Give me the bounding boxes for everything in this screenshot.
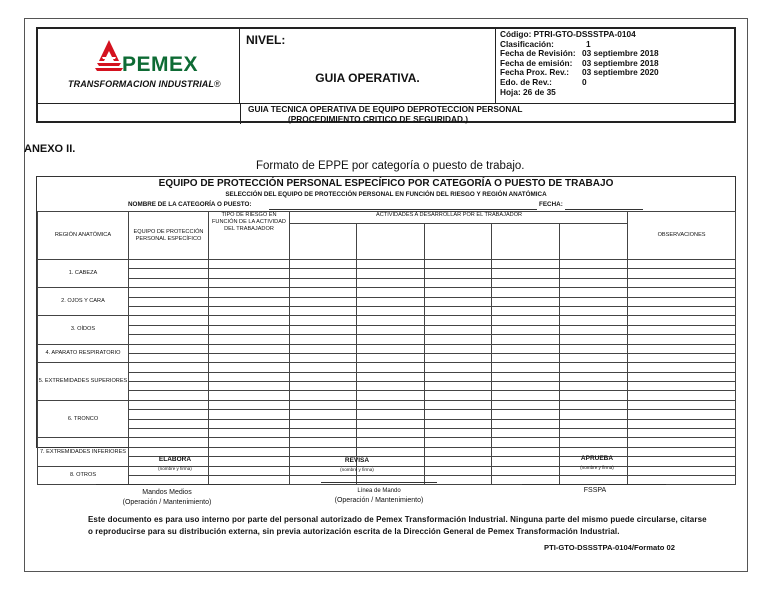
region-row [38,297,736,306]
region-row [38,438,736,447]
form-cell[interactable] [290,278,357,287]
form-cell[interactable] [425,400,492,409]
nombre-categoria-field[interactable] [269,209,537,210]
fecha-emision-value: 03 septiembre 2018 [582,57,659,68]
form-cell[interactable] [129,400,209,409]
form-cell[interactable] [425,410,492,419]
form-cell[interactable] [290,391,357,400]
form-cell[interactable] [492,353,560,362]
form-cell[interactable] [357,363,425,372]
form-cell[interactable] [425,466,492,475]
formato-title: Formato de EPPE por categoría o puesto de trabajo. [256,160,525,172]
form-cell[interactable] [560,335,628,344]
form-cell[interactable] [425,316,492,325]
region-label: 7. EXTREMIDADES INFERIORES [38,438,129,466]
form-cell[interactable] [560,363,628,372]
form-cell[interactable] [357,335,425,344]
anexo-label: ANEXO II. [24,143,76,155]
guia-tecnica-row [38,103,734,123]
form-cell[interactable] [290,306,357,315]
form-cell[interactable] [492,260,560,269]
form-cell[interactable] [560,306,628,315]
form-cell[interactable] [290,382,357,391]
brand-name: PEMEX [122,53,199,76]
form-cell[interactable] [357,344,425,353]
region-label: 5. EXTREMIDADES SUPERIORES [38,363,129,401]
form-cell[interactable] [492,400,560,409]
fecha-field[interactable] [565,209,643,210]
region-label: 2. OJOS Y CARA [38,288,129,316]
form-cell[interactable] [628,410,736,419]
form-cell[interactable] [290,447,357,456]
form-cell[interactable] [628,391,736,400]
aprueba-block [542,455,652,470]
form-cell[interactable] [357,391,425,400]
form-cell[interactable] [290,372,357,381]
edo-rev-value: 0 [582,76,587,87]
form-cell[interactable] [290,475,357,484]
form-cell[interactable] [129,288,209,297]
form-cell[interactable] [357,278,425,287]
form-cell[interactable] [492,372,560,381]
pemex-logo-icon [94,39,124,73]
form-cell[interactable] [129,410,209,419]
subsidiary-name: TRANSFORMACION INDUSTRIAL® [68,79,221,89]
form-cell[interactable] [560,400,628,409]
observaciones-header: OBSERVACIONES [628,212,736,260]
hoja: Hoja: 26 de 35 [500,86,556,97]
form-cell[interactable] [628,306,736,315]
fsspa-block [520,486,670,496]
form-cell[interactable] [209,429,290,438]
actividad-col-3[interactable] [425,224,492,260]
form-cell[interactable] [425,419,492,428]
revisa-label: REVISA [344,457,370,464]
form-cell[interactable] [129,382,209,391]
form-cell[interactable] [628,297,736,306]
form-cell[interactable] [129,306,209,315]
form-cell[interactable] [129,438,209,447]
form-cell[interactable] [209,306,290,315]
form-cell[interactable] [357,372,425,381]
form-cell[interactable] [628,372,736,381]
fecha-prox-value: 03 septiembre 2020 [582,67,659,78]
form-cell[interactable] [129,353,209,362]
region-row [38,316,736,325]
form-cell[interactable] [425,363,492,372]
actividad-col-4[interactable] [492,224,560,260]
form-cell[interactable] [290,429,357,438]
equipo-header: EQUIPO DE PROTECCIÓN PERSONAL ESPECÍFICO [129,212,209,260]
document-title: GUIA OPERATIVA. [315,71,420,85]
aprueba-label: APRUEBA [580,455,614,462]
form-cell[interactable] [290,400,357,409]
form-cell[interactable] [209,325,290,334]
region-row [38,260,736,269]
region-row [38,391,736,400]
form-cell[interactable] [560,382,628,391]
form-cell[interactable] [560,269,628,278]
form-cell[interactable] [209,278,290,287]
region-row [38,429,736,438]
form-cell[interactable] [628,335,736,344]
nivel-cell [240,29,496,103]
form-subtitle: SELECCIÓN DEL EQUIPO DE PROTECCIÓN PERSONAL EN FUNCIÓN DEL RIESGO Y REGIÓN ANATÓMICA [225,191,547,198]
form-cell[interactable] [492,297,560,306]
form-cell[interactable] [560,278,628,287]
form-cell[interactable] [560,429,628,438]
linea-label: Línea de Mando [357,488,401,494]
revisa-signature-line[interactable] [321,482,437,483]
form-cell[interactable] [290,269,357,278]
footer-format-code: PTI-GTO-DSSSTPA-0104/Formato 02 [544,543,675,552]
form-cell[interactable] [209,382,290,391]
form-cell[interactable] [425,278,492,287]
region-label: 1. CABEZA [38,260,129,288]
form-cell[interactable] [290,410,357,419]
aprueba-nombre-firma: (nombre y firma) [580,465,614,470]
region-row [38,410,736,419]
form-cell[interactable] [425,297,492,306]
form-cell[interactable] [209,410,290,419]
form-cell[interactable] [209,260,290,269]
form-cell[interactable] [357,419,425,428]
region-label: 4. APARATO RESPIRATORIO [38,344,129,363]
document-code-cell [496,29,734,103]
form-cell[interactable] [129,429,209,438]
form-cell[interactable] [560,391,628,400]
form-cell[interactable] [425,438,492,447]
region-row [38,400,736,409]
form-cell[interactable] [628,325,736,334]
form-cell[interactable] [290,438,357,447]
form-cell[interactable] [209,297,290,306]
form-cell[interactable] [129,335,209,344]
actividad-col-2[interactable] [357,224,425,260]
form-cell[interactable] [492,316,560,325]
form-cell[interactable] [290,363,357,372]
edo-rev-label: Edo. de Rev.: [500,76,552,87]
form-cell[interactable] [628,419,736,428]
form-cell[interactable] [560,419,628,428]
form-cell[interactable] [560,344,628,353]
form-cell[interactable] [492,363,560,372]
region-row [38,278,736,287]
form-cell[interactable] [425,344,492,353]
form-cell[interactable] [425,457,492,466]
revisa-nombre-firma: (nombre y firma) [340,467,374,472]
form-cell[interactable] [425,382,492,391]
nombre-categoria-label: NOMBRE DE LA CATEGORÍA O PUESTO: [128,201,252,208]
region-row [38,306,736,315]
form-cell[interactable] [425,260,492,269]
region-row [38,269,736,278]
form-cell[interactable] [290,297,357,306]
form-cell[interactable] [357,306,425,315]
form-cell[interactable] [209,400,290,409]
form-cell[interactable] [425,325,492,334]
form-cell[interactable] [209,335,290,344]
form-cell[interactable] [129,363,209,372]
form-cell[interactable] [628,288,736,297]
form-cell[interactable] [357,269,425,278]
mandos-label: Mandos Medios [142,489,192,496]
form-cell[interactable] [492,288,560,297]
region-row [38,288,736,297]
form-cell[interactable] [425,475,492,484]
mandos-sub: (Operación / Mantenimiento) [122,499,212,506]
form-cell[interactable] [492,429,560,438]
form-cell[interactable] [129,344,209,353]
form-cell[interactable] [357,288,425,297]
form-cell[interactable] [357,260,425,269]
form-cell[interactable] [425,306,492,315]
region-row [38,353,736,362]
form-cell[interactable] [290,325,357,334]
form-cell[interactable] [425,447,492,456]
elabora-block [120,456,230,471]
form-cell[interactable] [425,391,492,400]
form-cell[interactable] [209,344,290,353]
region-label: 8. OTROS [38,466,129,485]
form-cell[interactable] [628,316,736,325]
registered-mark: ® [214,79,221,89]
region-row [38,419,736,428]
form-cell[interactable] [357,429,425,438]
footer-disclaimer: Este documento es para uso interno por parte del personal autorizado de Pemex Transformación Industrial. Ninguna parte del mismo puede circularse, citarse o reproducirse para su distribución externa, sin previa autorización escrita de la Dirección General de Pemex Transformación Industrial. [88,515,707,536]
form-cell[interactable] [492,438,560,447]
form-cell[interactable] [560,297,628,306]
elabora-signature-line[interactable] [96,484,240,485]
form-cell[interactable] [129,419,209,428]
eppe-grid [37,211,736,485]
actividad-col-5[interactable] [560,224,628,260]
form-cell[interactable] [628,438,736,447]
fecha-label: FECHA: [539,201,563,208]
form-cell[interactable] [560,325,628,334]
form-cell[interactable] [129,297,209,306]
form-cell[interactable] [628,363,736,372]
form-cell[interactable] [357,325,425,334]
tipo-riesgo-header: TIPO DE RIESGO EN FUNCIÓN DE LA ACTIVIDAD DEL TRABAJADOR [209,212,290,260]
form-cell[interactable] [290,353,357,362]
fecha-emision-label: Fecha de emisión: [500,57,573,68]
region-row [38,372,736,381]
form-cell[interactable] [560,316,628,325]
form-cell[interactable] [357,353,425,362]
logo-cell [38,29,240,103]
region-row [38,335,736,344]
form-cell[interactable] [425,353,492,362]
form-cell[interactable] [492,382,560,391]
linea-block [304,486,454,506]
form-cell[interactable] [425,335,492,344]
form-cell[interactable] [290,316,357,325]
region-row [38,363,736,372]
form-cell[interactable] [209,269,290,278]
form-cell[interactable] [492,269,560,278]
fecha-revision-value: 03 septiembre 2018 [582,48,659,59]
form-cell[interactable] [425,288,492,297]
form-cell[interactable] [492,325,560,334]
form-cell[interactable] [357,438,425,447]
form-cell[interactable] [290,344,357,353]
form-cell[interactable] [628,400,736,409]
form-cell[interactable] [290,335,357,344]
region-row [38,344,736,353]
form-cell[interactable] [129,269,209,278]
nivel-label: NIVEL: [246,33,286,47]
form-cell[interactable] [290,260,357,269]
clasificacion-label: Clasificación: [500,38,554,49]
form-cell[interactable] [492,419,560,428]
form-cell[interactable] [492,306,560,315]
form-cell[interactable] [357,400,425,409]
form-cell[interactable] [209,438,290,447]
elabora-label: ELABORA [158,456,192,463]
region-row [38,382,736,391]
form-cell[interactable] [628,269,736,278]
aprueba-signature-line[interactable] [522,484,666,485]
form-cell[interactable] [357,447,425,456]
form-cell[interactable] [628,382,736,391]
region-row [38,325,736,334]
form-cell[interactable] [357,475,425,484]
fecha-revision-label: Fecha de Revisión: [500,48,576,59]
form-cell[interactable] [209,372,290,381]
form-cell[interactable] [129,260,209,269]
fecha-prox-label: Fecha Prox. Rev.: [500,67,570,78]
form-cell[interactable] [560,260,628,269]
form-cell[interactable] [560,372,628,381]
form-cell[interactable] [129,372,209,381]
form-cell[interactable] [492,278,560,287]
form-cell[interactable] [357,382,425,391]
clasificacion-value: 1 [586,38,591,49]
elabora-nombre-firma: (nombre y firma) [158,466,192,471]
form-cell[interactable] [492,335,560,344]
form-cell[interactable] [129,325,209,334]
form-cell[interactable] [357,410,425,419]
actividad-col-1[interactable] [290,224,357,260]
form-cell[interactable] [129,316,209,325]
form-cell[interactable] [209,391,290,400]
form-cell[interactable] [209,363,290,372]
form-cell[interactable] [560,353,628,362]
form-cell[interactable] [560,288,628,297]
form-cell[interactable] [129,391,209,400]
form-title: EQUIPO DE PROTECCIÓN PERSONAL ESPECÍFICO POR CATEGORÍA O PUESTO DE TRABAJO [158,178,614,189]
form-cell[interactable] [560,410,628,419]
fsspa-label: FSSPA [583,487,607,494]
region-label: 6. TRONCO [38,400,129,438]
form-cell[interactable] [492,344,560,353]
mandos-block [92,488,242,508]
form-cell[interactable] [425,429,492,438]
linea-sub: (Operación / Mantenimiento) [334,497,424,504]
region-header: REGIÓN ANATÓMICA [38,212,129,260]
form-cell[interactable] [628,260,736,269]
form-cell[interactable] [209,353,290,362]
form-cell[interactable] [628,429,736,438]
form-cell[interactable] [628,278,736,287]
form-cell[interactable] [425,372,492,381]
actividades-header: ACTIVIDADES A DESARROLLAR POR EL TRABAJADOR [290,212,628,224]
form-cell[interactable] [209,288,290,297]
form-cell[interactable] [357,316,425,325]
form-cell[interactable] [209,419,290,428]
codigo: Código: PTRI-GTO-DSSSTPA-0104 [500,29,636,39]
form-cell[interactable] [628,344,736,353]
form-cell[interactable] [492,410,560,419]
form-cell[interactable] [290,288,357,297]
form-cell[interactable] [628,353,736,362]
document-header [36,27,736,123]
form-cell[interactable] [425,269,492,278]
revisa-block [302,457,412,472]
form-cell[interactable] [209,316,290,325]
form-cell[interactable] [560,438,628,447]
form-cell[interactable] [290,419,357,428]
region-label: 3. OÍDOS [38,316,129,344]
form-cell[interactable] [129,278,209,287]
guia-tecnica: GUIA TECNICA OPERATIVA DE EQUIPO DEPROTECCION PERSONAL (PROCEDIMIENTO CRITICO DE SEGURIDAD.) [248,104,523,124]
form-cell[interactable] [357,297,425,306]
form-cell[interactable] [492,391,560,400]
